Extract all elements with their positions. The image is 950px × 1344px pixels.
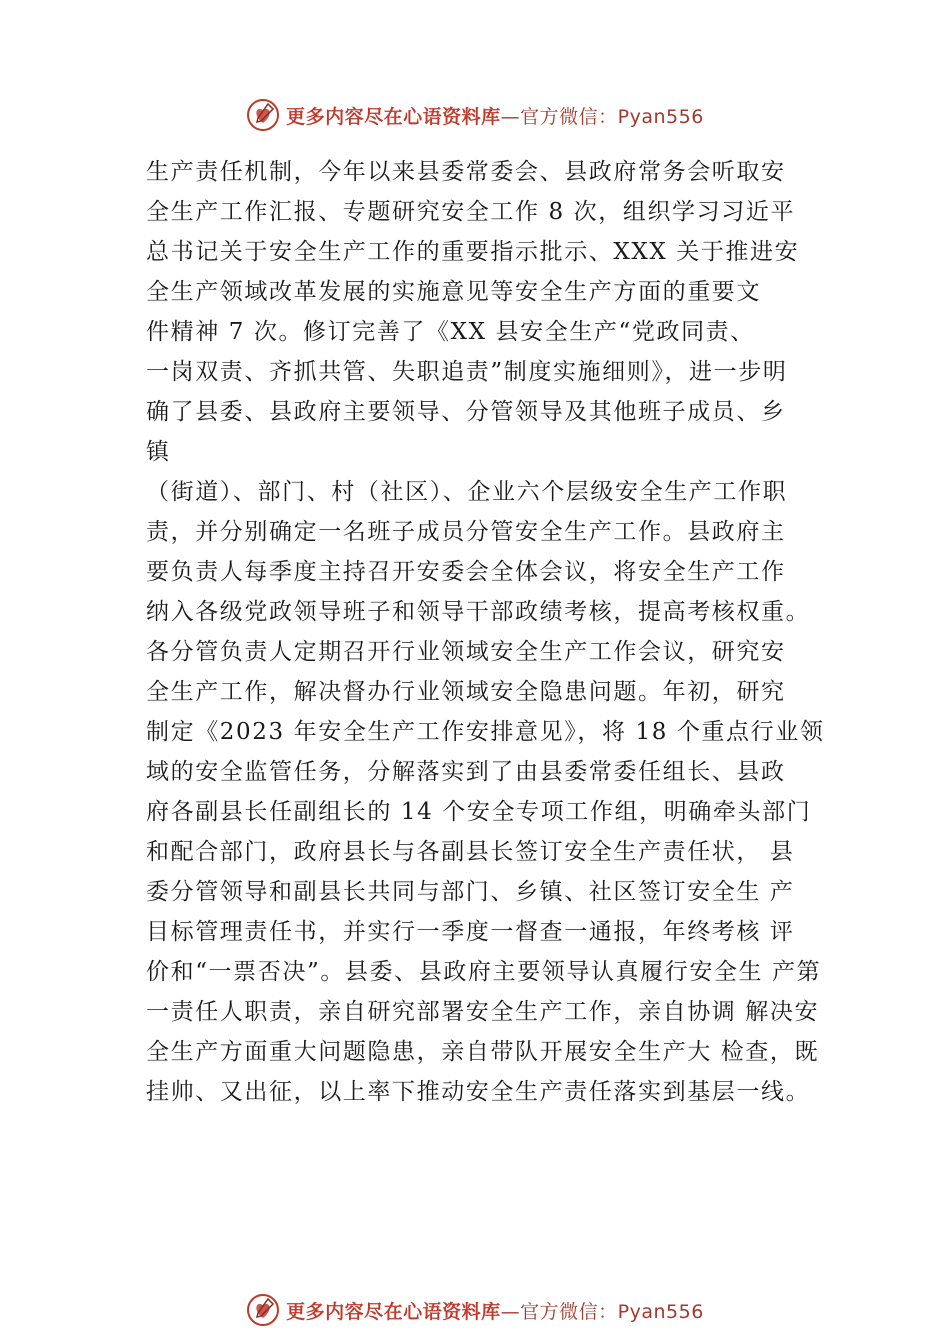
- header-banner-text: [286, 102, 704, 129]
- text-line: 要负责人每季度主持召开安委会全体会议，将安全生产工作: [146, 559, 786, 585]
- text-line: 挂帅、又出征，以上率下推动安全生产责任落实到基层一线。: [146, 1079, 811, 1105]
- header-brand: 更多内容尽在心语资料库: [286, 105, 501, 128]
- text-line: 府各副县长任副组长的 14 个安全专项工作组，明确牵头部门: [146, 799, 812, 825]
- text-line: 委分管领导和副县长共同与部门、乡镇、社区签订安全生 产: [146, 879, 795, 905]
- text-line: 一岗双责、齐抓共管、失职追责”制度实施细则》，进一步明: [146, 359, 788, 385]
- text-line: 价和“一票否决”。县委、县政府主要领导认真履行安全生 产第: [146, 959, 822, 985]
- footer-banner-text: [286, 1297, 704, 1324]
- text-line: 全生产工作，解决督办行业领域安全隐患问题。年初，研究: [146, 679, 786, 705]
- text-line: 一责任人职责，亲自研究部署安全生产工作，亲自协调 解决安: [146, 999, 820, 1025]
- pen-heart-logo-icon: [246, 1293, 280, 1327]
- header-separator: —: [500, 105, 521, 128]
- header-suffix: 官方微信：Pyan556: [520, 105, 704, 128]
- text-line: 件精神 7 次。修订完善了《XX 县安全生产“党政同责、: [146, 319, 755, 345]
- footer-separator: —: [500, 1300, 521, 1323]
- header-banner-inner: [246, 98, 704, 132]
- text-line: 镇: [146, 439, 171, 465]
- text-line: 和配合部门，政府县长与各副县长签订安全生产责任状， 县: [146, 839, 795, 865]
- document-body: [146, 152, 836, 1112]
- text-line: 纳入各级党政领导班子和领导干部政绩考核，提高考核权重。: [146, 599, 811, 625]
- text-line: 生产责任机制，今年以来县委常委会、县政府常务会听取安: [146, 159, 786, 185]
- footer-brand: 更多内容尽在心语资料库: [286, 1300, 501, 1323]
- footer-suffix: 官方微信：Pyan556: [520, 1300, 704, 1323]
- pen-heart-logo-icon: [246, 98, 280, 132]
- footer-banner-inner: [246, 1293, 704, 1327]
- text-line: 制定《2023 年安全生产工作安排意见》，将 18 个重点行业领: [146, 719, 825, 745]
- text-line: 全生产方面重大问题隐患，亲自带队开展安全生产大 检查，既: [146, 1039, 820, 1065]
- text-line: 各分管负责人定期召开行业领域安全生产工作会议，研究安: [146, 639, 786, 665]
- text-line: 总书记关于安全生产工作的重要指示批示、XXX 关于推进安: [146, 239, 800, 265]
- text-line: 目标管理责任书，并实行一季度一督查一通报，年终考核 评: [146, 919, 795, 945]
- text-line: （街道）、部门、村（社区）、企业六个层级安全生产工作职: [146, 479, 788, 505]
- header-banner: [0, 95, 950, 135]
- text-line: 域的安全监管任务，分解落实到了由县委常委任组长、县政: [146, 759, 786, 785]
- text-line: 全生产领域改革发展的实施意见等安全生产方面的重要文: [146, 279, 761, 305]
- footer-banner: [0, 1290, 950, 1330]
- text-line: 确了县委、县政府主要领导、分管领导及其他班子成员、乡: [146, 399, 786, 425]
- text-line: 全生产工作汇报、专题研究安全工作 8 次，组织学习习近平: [146, 199, 796, 225]
- text-line: 责，并分别确定一名班子成员分管安全生产工作。县政府主: [146, 519, 786, 545]
